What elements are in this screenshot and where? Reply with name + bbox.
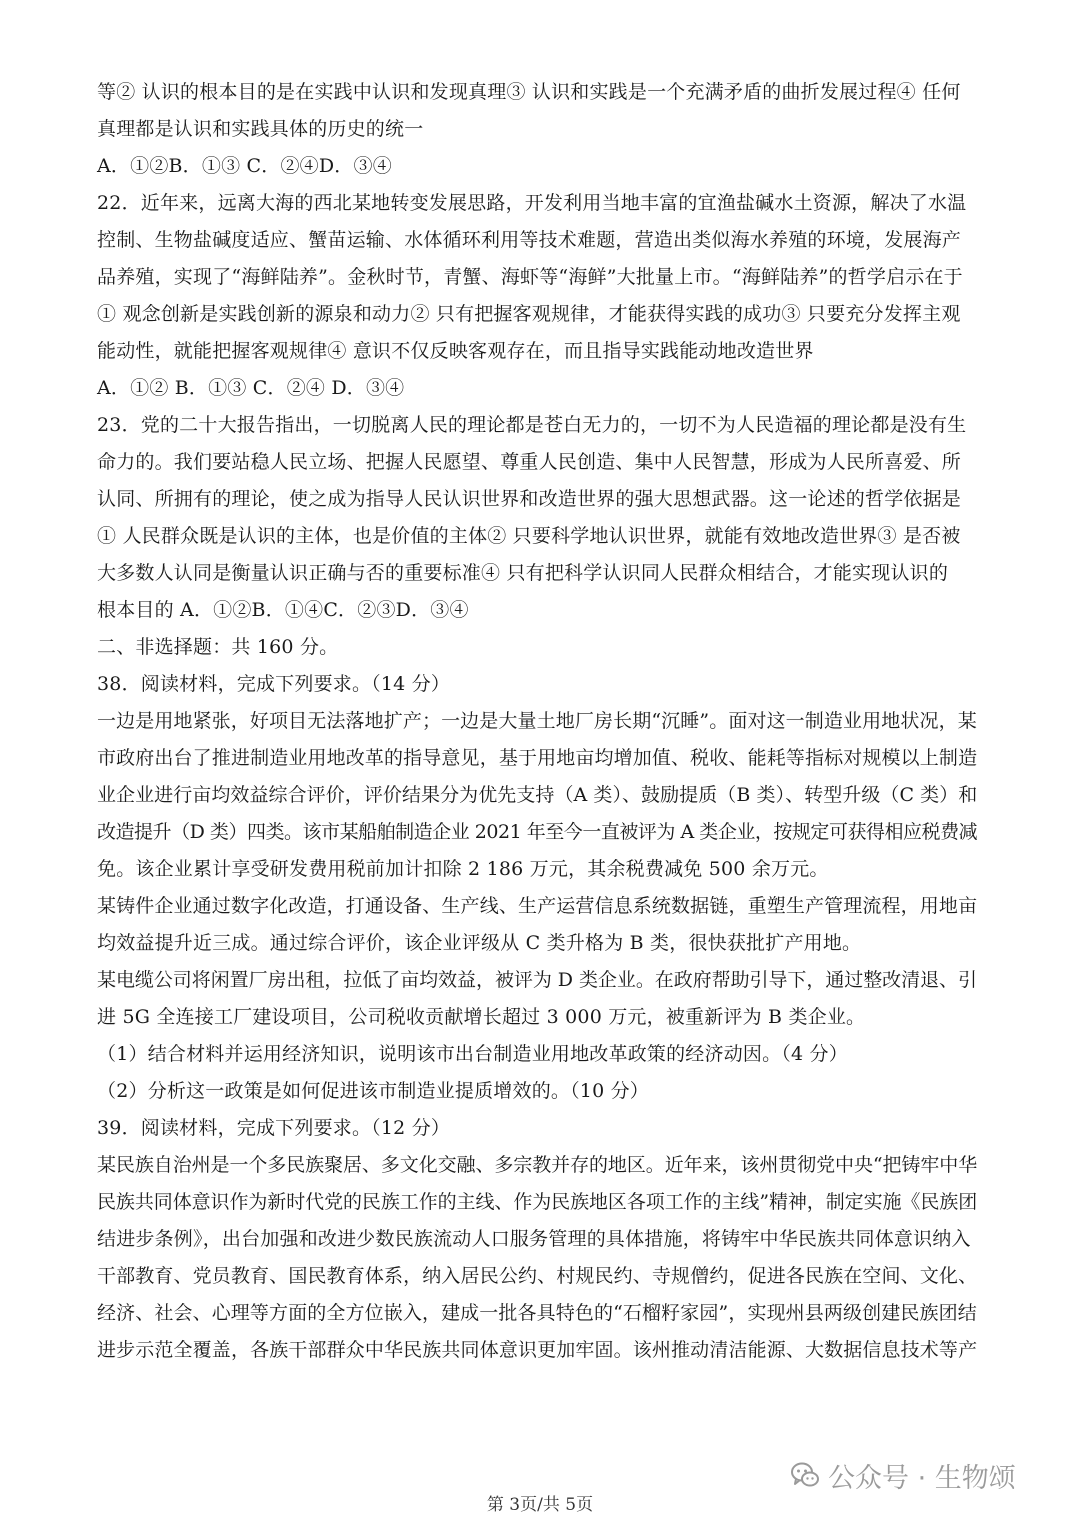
text-line: 39．阅读材料，完成下列要求。（12 分） [97, 1117, 451, 1139]
text-line: 免。该企业累计享受研发费用税前加计扣除 2 186 万元，其余税费减免 500 余万元。 [97, 858, 829, 880]
text-line: 某铸件企业通过数字化改造，打通设备、生产线、生产运营信息系统数据链，重塑生产管理流程，用地亩 [97, 895, 978, 917]
wechat-icon [790, 1460, 820, 1490]
text-line: A．①② B．①③ C．②④ D．③④ [97, 377, 405, 399]
text-line: 命力的。我们要站稳人民立场、把握人民愿望、尊重人民创造、集中人民智慧，形成为人民所喜爱、所 [97, 451, 962, 473]
text-line: 38．阅读材料，完成下列要求。（14 分） [97, 673, 451, 695]
text-line: 市政府出台了推进制造业用地改革的指导意见，基于用地亩均增加值、税收、能耗等指标对规模以上制造 [97, 747, 978, 769]
page-footer: 第 3页/共 5页 [486, 1495, 594, 1515]
text-line: 业企业进行亩均效益综合评价，评价结果分为优先支持（A 类）、鼓励提质（B 类）、转型升级（C 类）和 [97, 784, 978, 806]
text-line: 均效益提升近三成。通过综合评价，该企业评级从 C 类升格为 B 类，很快获批扩产用地。 [97, 932, 862, 954]
text-line: 真理都是认识和实践具体的历史的统一 [97, 118, 424, 140]
text-line: A．①②B．①③ C．②④D．③④ [97, 155, 392, 177]
document-body [97, 74, 977, 1369]
text-line: 民族共同体意识作为新时代党的民族工作的主线、作为民族地区各项工作的主线”精神，制定实施《民族团 [97, 1191, 978, 1213]
text-line: 某民族自治州是一个多民族聚居、多文化交融、多宗教并存的地区。近年来，该州贯彻党中央“把铸牢中华 [97, 1154, 978, 1176]
watermark [790, 1455, 1016, 1495]
text-line: 结进步条例》，出台加强和改进少数民族流动人口服务管理的具体措施，将铸牢中华民族共同体意识纳入 [97, 1228, 971, 1250]
text-line: 控制、生物盐碱度适应、蟹苗运输、水体循环利用等技术难题，营造出类似海水养殖的环境，发展海产 [97, 229, 962, 251]
text-line: 二、非选择题：共 160 分。 [97, 636, 339, 658]
text-line: 认同、所拥有的理论，使之成为指导人民认识世界和改造世界的强大思想武器。这一论述的哲学依据是 [97, 488, 962, 510]
text-line: 等② 认识的根本目的是在实践中认识和发现真理③ 认识和实践是一个充满矛盾的曲折发展过程④ 任何 [97, 81, 961, 103]
text-line: 根本目的 A．①②B．①④C．②③D．③④ [97, 599, 469, 621]
text-line: ① 人民群众既是认识的主体，也是价值的主体② 只要科学地认识世界，就能有效地改造世界③ 是否被 [97, 525, 961, 547]
text-line: 品养殖，实现了“海鲜陆养”。金秋时节，青蟹、海虾等“海鲜”大批量上市。“海鲜陆养”的哲学启示在于 [97, 266, 963, 288]
text-line: 干部教育、党员教育、国民教育体系，纳入居民公约、村规民约、寺规僧约，促进各民族在空间、文化、 [97, 1265, 978, 1287]
text-line: ① 观念创新是实践创新的源泉和动力② 只有把握客观规律，才能获得实践的成功③ 只要充分发挥主观 [97, 303, 961, 325]
text-line: 改造提升（D 类）四类。该市某船舶制造企业 2021 年至今一直被评为 A 类企业，按规定可获得相应税费减 [97, 821, 978, 843]
text-line: 22．近年来，远离大海的西北某地转变发展思路，开发利用当地丰富的宜渔盐碱水土资源，解决了水温 [97, 192, 967, 214]
text-line: 某电缆公司将闲置厂房出租，拉低了亩均效益，被评为 D 类企业。在政府帮助引导下，通过整改清退、引 [97, 969, 977, 991]
text-line: 23．党的二十大报告指出，一切脱离人民的理论都是苍白无力的，一切不为人民造福的理论都是没有生 [97, 414, 967, 436]
text-line: 进步示范全覆盖，各族干部群众中华民族共同体意识更加牢固。该州推动清洁能源、大数据信息技术等产 [97, 1339, 978, 1361]
text-line: 能动性，就能把握客观规律④ 意识不仅反映客观存在，而且指导实践能动地改造世界 [97, 340, 814, 362]
text-line: （2）分析这一政策是如何促进该市制造业提质增效的。（10 分） [97, 1080, 650, 1102]
text-line: （1）结合材料并运用经济知识，说明该市出台制造业用地改革政策的经济动因。（4 分） [97, 1043, 848, 1065]
text-line: 进 5G 全连接工厂建设项目，公司税收贡献增长超过 3 000 万元，被重新评为 B 类企业。 [97, 1006, 866, 1028]
text-line: 经济、社会、心理等方面的全方位嵌入，建成一批各具特色的“石榴籽家园”，实现州县两级创建民族团结 [97, 1302, 977, 1324]
text-line: 大多数人认同是衡量认识正确与否的重要标准④ 只有把科学认识同人民群众相结合，才能实现认识的 [97, 562, 949, 584]
text-line: 一边是用地紧张，好项目无法落地扩产；一边是大量土地厂房长期“沉睡”。面对这一制造业用地状况，某 [97, 710, 977, 732]
watermark-text: 公众号 · 生物颂 [828, 1462, 1016, 1494]
